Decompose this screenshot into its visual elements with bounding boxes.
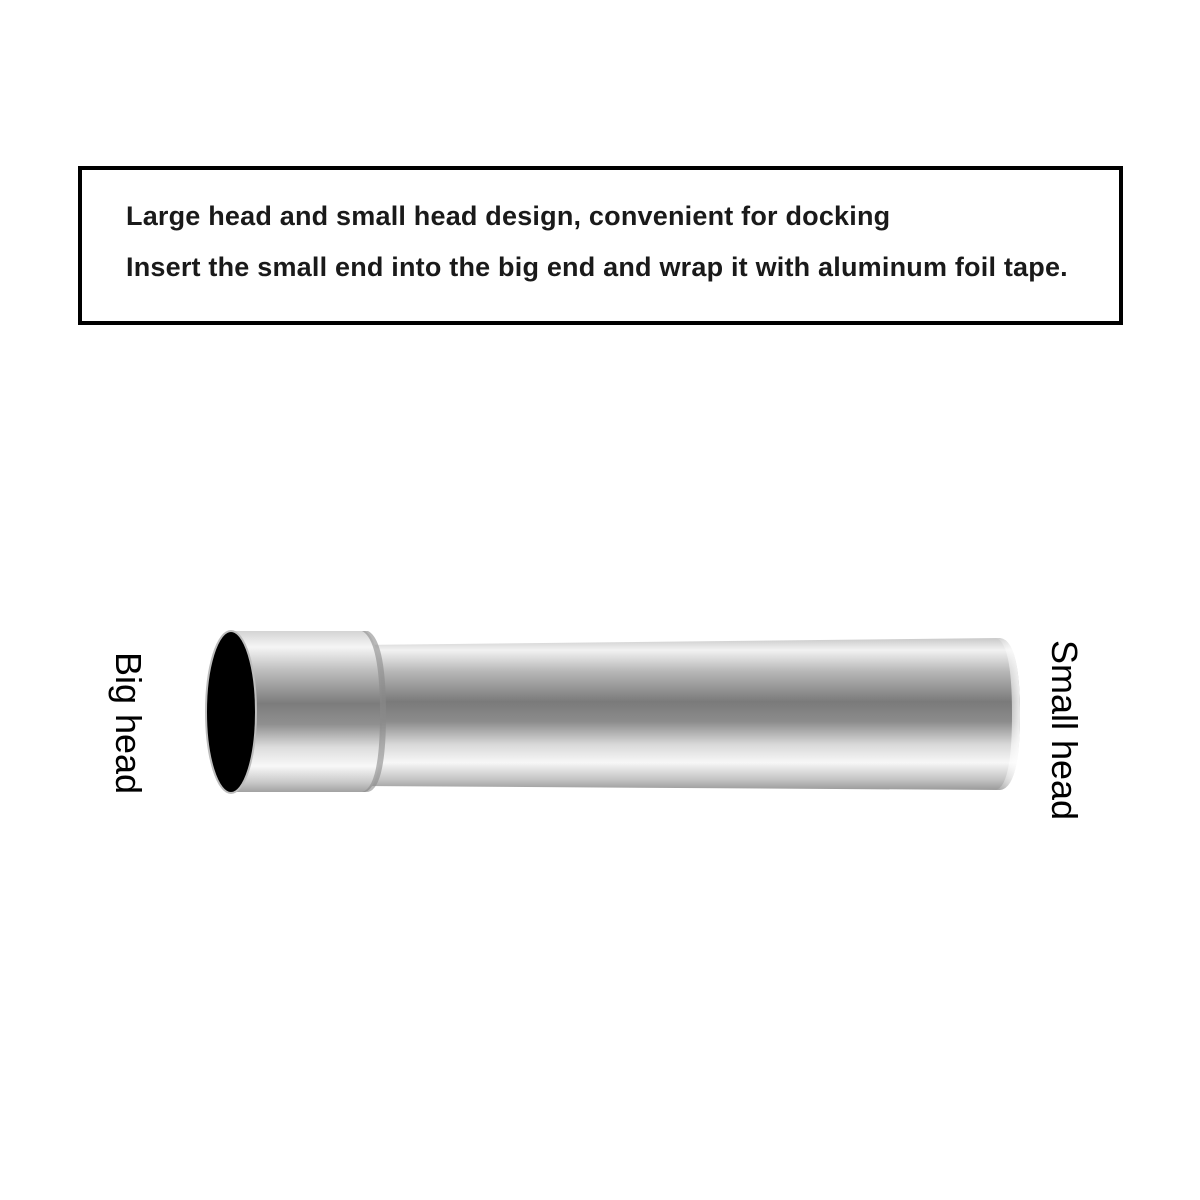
big-head-label: Big head	[108, 651, 149, 795]
pipe-body	[360, 638, 1020, 790]
description-line-2: Insert the small end into the big end and wrap it with aluminum foil tape.	[126, 252, 1068, 282]
small-head-label: Small head	[1044, 639, 1085, 821]
description-line-1: Large head and small head design, convenient for docking	[126, 201, 891, 231]
